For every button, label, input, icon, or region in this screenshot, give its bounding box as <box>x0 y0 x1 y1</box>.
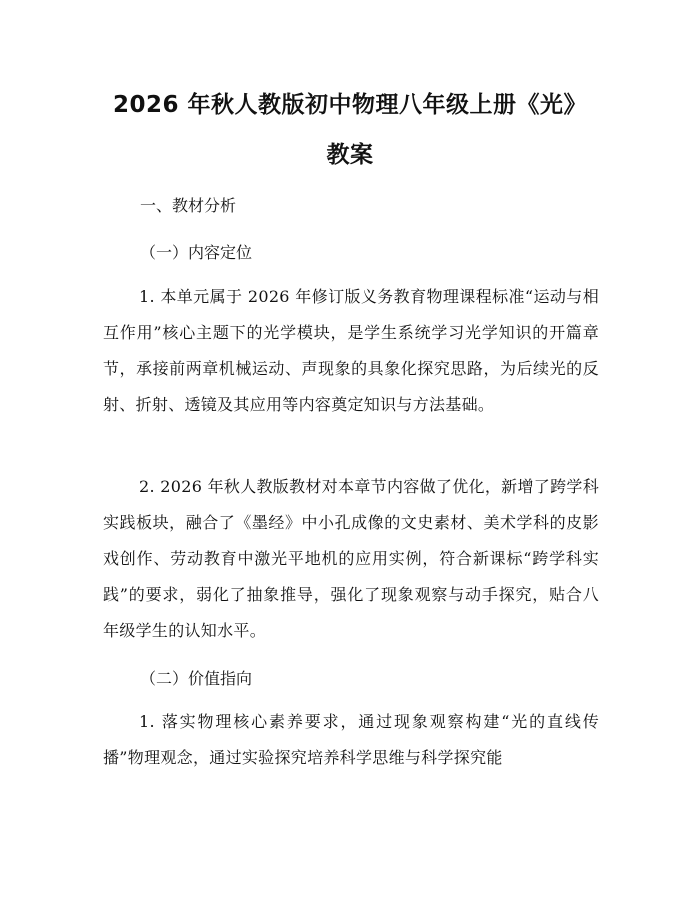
document-title-line-1: 2026 年秋人教版初中物理八年级上册《光》 <box>112 92 588 118</box>
subsection-heading-content-positioning: （一）内容定位 <box>140 243 253 262</box>
document-title-line-2: 教案 <box>326 142 374 168</box>
subsection-heading-value-orientation: （二）价值指向 <box>140 669 253 688</box>
section-heading-textbook-analysis: 一、教材分析 <box>140 196 237 215</box>
paragraph-value-orientation-1: 1. 落实物理核心素养要求，通过现象观察构建“光的直线传播”物理观念，通过实验探究培养科学思维与科学探究能 <box>103 712 599 767</box>
paragraph-content-positioning-1: 1. 本单元属于 2026 年修订版义务教育物理课程标准“运动与相互作用”核心主题下的光学模块，是学生系统学习光学知识的开篇章节，承接前两章机械运动、声现象的具象化探究思路，为后续光的反射、折射、透镜及其应用等内容奠定知识与方法基础。 <box>103 287 599 414</box>
paragraph-content-positioning-2: 2. 2026 年秋人教版教材对本章节内容做了优化，新增了跨学科实践板块，融合了《墨经》中小孔成像的文史素材、美术学科的皮影戏创作、劳动教育中激光平地机的应用实例，符合新课标“跨学科实践”的要求，弱化了抽象推导，强化了现象观察与动手探究，贴合八年级学生的认知水平。 <box>103 477 599 640</box>
